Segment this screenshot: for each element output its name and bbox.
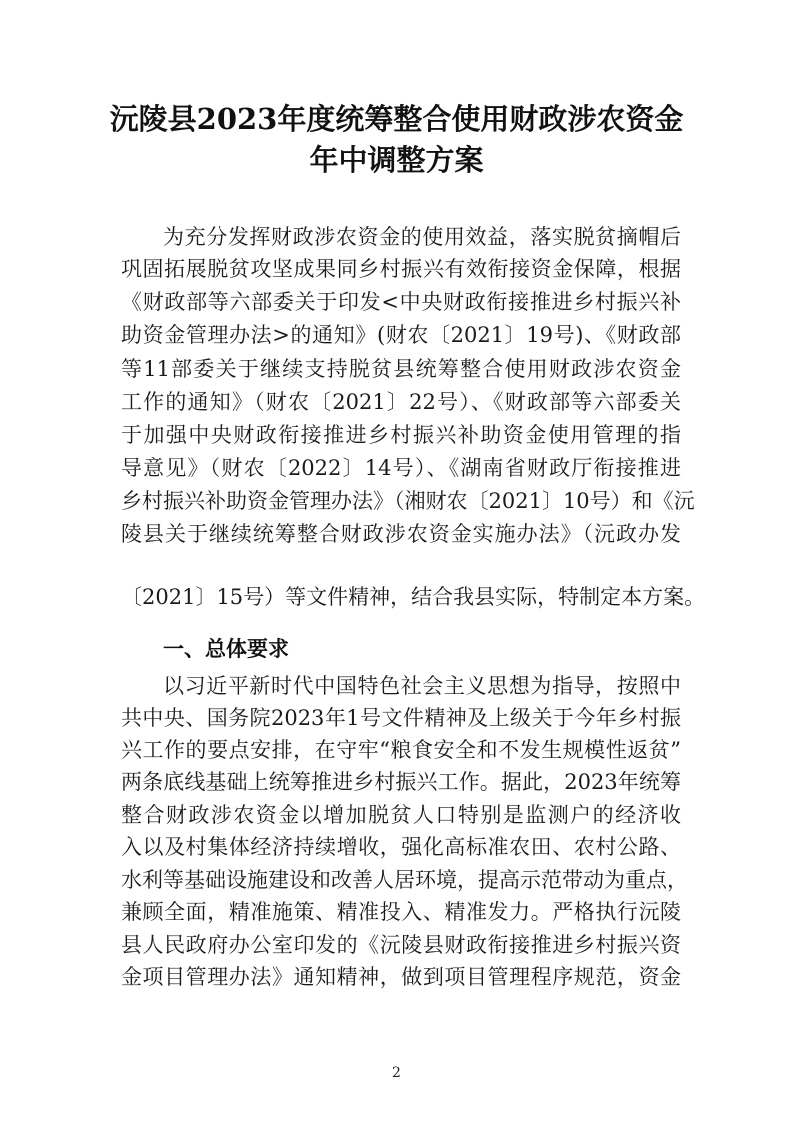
section-1-line: 入以及村集体经济持续增收，强化高标准农田、农村公路、 <box>121 835 681 859</box>
intro-line: 于加强中央财政衔接推进乡村振兴补助资金使用管理的指 <box>121 423 681 447</box>
intro-line: 陵县关于继续统筹整合财政涉农资金实施办法》（沅政办发 <box>121 522 681 546</box>
page-number: 2 <box>392 1065 401 1081</box>
document-title-line-1: 沅陵县2023年度统筹整合使用财政涉农资金 <box>109 102 684 136</box>
intro-line: 工作的通知》（财农〔2021〕22号）、《财政部等六部委关 <box>121 390 681 414</box>
section-1-line: 水利等基础设施建设和改善人居环境，提高示范带动为重点， <box>121 868 688 892</box>
intro-line: 助资金管理办法>的通知》(财农〔2021〕19号)、《财政部 <box>121 323 681 347</box>
intro-line: 等11部委关于继续支持脱贫县统筹整合使用财政涉农资金 <box>121 357 681 381</box>
intro-line: 巩固拓展脱贫攻坚成果同乡村振兴有效衔接资金保障，根据 <box>121 257 681 281</box>
section-1-line: 县人民政府办公室印发的《沅陵县财政衔接推进乡村振兴资 <box>121 933 681 957</box>
section-1-line: 两条底线基础上统筹推进乡村振兴工作。据此，2023年统筹 <box>121 770 681 794</box>
section-1-line: 金项目管理办法》通知精神，做到项目管理程序规范，资金 <box>121 965 681 989</box>
intro-line: 〔2021〕15号）等文件精神，结合我县实际，特制定本方案。 <box>121 585 706 609</box>
section-1-line: 兴工作的要点安排，在守牢“粮食安全和不发生规模性返贫” <box>121 738 681 762</box>
intro-line: 《财政部等六部委关于印发<中央财政衔接推进乡村振兴补 <box>121 290 681 314</box>
section-1-line: 以习近平新时代中国特色社会主义思想为指导，按照中 <box>163 674 681 698</box>
section-1-heading: 一、总体要求 <box>163 637 289 661</box>
section-1-line: 共中央、国务院2023年1号文件精神及上级关于今年乡村振 <box>121 706 681 730</box>
document-title-line-2: 年中调整方案 <box>309 143 484 177</box>
intro-line: 乡村振兴补助资金管理办法》（湘财农〔2021〕10号）和《沅 <box>121 489 695 513</box>
section-1-line: 兼顾全面，精准施策、精准投入、精准发力。严格执行沅陵 <box>121 900 681 924</box>
intro-line: 为充分发挥财政涉农资金的使用效益，落实脱贫摘帽后 <box>163 225 681 249</box>
intro-line: 导意见》（财农〔2022〕14号）、《湖南省财政厅衔接推进 <box>121 456 681 480</box>
section-1-line: 整合财政涉农资金以增加脱贫人口特别是监测户的经济收 <box>121 803 681 827</box>
